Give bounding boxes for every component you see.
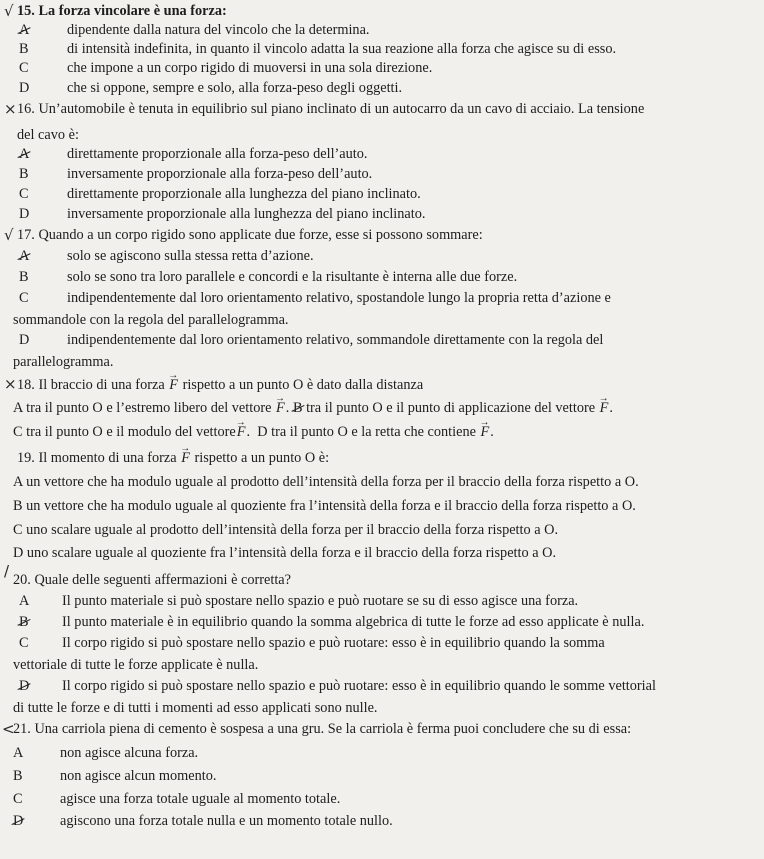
option-17-d-cont: parallelogramma. (13, 354, 114, 370)
option-text: non agisce alcun momento. (60, 768, 217, 784)
option-17-c-cont: sommandole con la regola del parallelogramma. (13, 312, 289, 328)
check-mark: / (4, 562, 10, 580)
option-letter: C (19, 186, 29, 202)
vector-f: → F (275, 399, 286, 417)
option-text: che si oppone, sempre e solo, alla forza-peso degli oggetti. (67, 80, 403, 96)
option-text: inversamente proporzionale alla lunghezza del piano inclinato. (67, 206, 426, 222)
option-17-d (19, 331, 604, 349)
vector-f: → F (168, 376, 179, 394)
option-20-d (19, 677, 656, 695)
option-19-b: B un vettore che ha modulo uguale al quoziente fra l’intensità della forza e il braccio della forza rispetto a O. (13, 498, 636, 514)
option-text: che impone a un corpo rigido di muoversi in una sola direzione. (67, 60, 433, 76)
question-15-stem: 15. La forza vincolare è una forza: (17, 3, 227, 19)
check-mark: √ (4, 2, 14, 20)
option-17-c (19, 289, 611, 307)
option-letter: B (13, 768, 23, 784)
question-16-stem: 16. Un’automobile è tenuta in equilibrio sul piano inclinato di un autocarro da un cavo di acciaio. La tensione (17, 101, 645, 117)
option-letter: A (19, 593, 30, 609)
cross-mark: × (4, 100, 17, 118)
question-19-stem: 19. Il momento di una forza → F rispetto a un punto O è: (17, 449, 329, 467)
question-20-stem: 20. Quale delle seguenti affermazioni è corretta? (13, 572, 291, 588)
option-21-b (13, 767, 217, 785)
option-text: agiscono una forza totale nulla e un momento totale nullo. (60, 813, 393, 829)
option-letter: A (19, 22, 30, 38)
check-mark: √ (4, 226, 14, 244)
option-20-d-cont: di tutte le forze e di tutti i momenti ad esso applicati sono nulle. (13, 700, 378, 716)
option-15-b (19, 40, 617, 58)
vector-f: → F (180, 449, 191, 467)
option-20-c-cont: vettoriale di tutte le forze applicate è nulla. (13, 657, 259, 673)
option-letter: B (19, 269, 29, 285)
option-text: solo se agiscono sulla stessa retta d’azione. (67, 248, 314, 264)
vector-f: → F (480, 423, 491, 441)
option-19-c: C uno scalare uguale al prodotto dell’intensità della forza per il braccio della forza rispetto a O. (13, 522, 559, 538)
option-15-a (19, 21, 370, 39)
option-text: non agisce alcuna forza. (60, 745, 199, 761)
option-letter: D (19, 80, 30, 96)
option-letter: B (292, 400, 303, 416)
vector-f: → F (599, 399, 610, 417)
option-letter: D (13, 813, 24, 829)
option-15-d (19, 79, 403, 97)
option-16-a (19, 145, 368, 163)
option-letter: C (19, 635, 29, 651)
option-text: Il corpo rigido si può spostare nello spazio e può ruotare: esso è in equilibrio quando la somma (62, 635, 605, 651)
option-text: Il corpo rigido si può spostare nello spazio e può ruotare: esso è in equilibrio quando le somme vettorial (62, 678, 656, 694)
option-text: indipendentemente dal loro orientamento relativo, spostandole lungo la propria retta d’azione e (67, 290, 611, 306)
option-letter: B (19, 614, 29, 630)
option-17-b (19, 268, 518, 286)
question-16-stem-cont: del cavo è: (17, 127, 79, 143)
option-text: agisce una forza totale uguale al momento totale. (60, 791, 341, 807)
option-16-c (19, 185, 421, 203)
option-text: inversamente proporzionale alla forza-peso dell’auto. (67, 166, 373, 182)
option-17-a (19, 247, 314, 265)
option-text: Il punto materiale si può spostare nello spazio e può ruotare se su di esso agisce una forza. (62, 593, 579, 609)
option-letter: D (19, 206, 30, 222)
option-21-d (13, 812, 393, 830)
option-letter: B (19, 166, 29, 182)
option-letter: B (19, 41, 29, 57)
option-19-d: D uno scalare uguale al quoziente fra l’intensità della forza e il braccio della forza rispetto a O. (13, 545, 557, 561)
option-20-c (19, 634, 605, 652)
option-16-b (19, 165, 373, 183)
option-text: direttamente proporzionale alla lunghezza del piano inclinato. (67, 186, 421, 202)
question-18-options-cd: C tra il punto O e il modulo del vettore→ F. D tra il punto O e la retta che contiene → F. (13, 423, 494, 441)
option-letter: A (19, 248, 30, 264)
option-20-b (19, 613, 645, 631)
option-letter: D (19, 332, 30, 348)
option-19-a: A un vettore che ha modulo uguale al prodotto dell’intensità della forza per il braccio della forza rispetto a O. (13, 474, 639, 490)
option-text: dipendente dalla natura del vincolo che la determina. (67, 22, 370, 38)
question-18-stem: 18. Il braccio di una forza → F rispetto a un punto O è dato dalla distanza (17, 376, 423, 394)
question-18-options-ab: A tra il punto O e l’estremo libero del vettore → F. B tra il punto O e il punto di applicazione del vettore → F. (13, 399, 613, 417)
option-letter: A (19, 146, 30, 162)
option-text: di intensità indefinita, in quanto il vincolo adatta la sua reazione alla forza che agisce su di esso. (67, 41, 617, 57)
option-letter: C (19, 60, 29, 76)
option-21-a (13, 744, 199, 762)
option-letter: C (19, 290, 29, 306)
question-21-stem: 21. Una carriola piena di cemento è sospesa a una gru. Se la carriola è ferma puoi concludere che su di essa: (13, 721, 632, 737)
option-letter: A (13, 745, 24, 761)
option-letter: C (13, 791, 23, 807)
option-text: Il punto materiale è in equilibrio quando la somma algebrica di tutte le forze ad esso applicate è nulla. (62, 614, 645, 630)
option-text: direttamente proporzionale alla forza-peso dell’auto. (67, 146, 368, 162)
bracket-mark: < (2, 720, 15, 738)
option-text: indipendentemente dal loro orientamento relativo, sommandole direttamente con la regola del (67, 332, 604, 348)
option-16-d (19, 205, 426, 223)
option-21-c (13, 790, 341, 808)
cross-mark: × (4, 375, 17, 393)
option-letter: D (19, 678, 30, 694)
option-20-a (19, 592, 579, 610)
vector-f: → F (236, 423, 247, 441)
option-15-c (19, 59, 433, 77)
option-text: solo se sono tra loro parallele e concordi e la risultante è interna alle due forze. (67, 269, 518, 285)
question-17-stem: 17. Quando a un corpo rigido sono applicate due forze, esse si possono sommare: (17, 227, 483, 243)
